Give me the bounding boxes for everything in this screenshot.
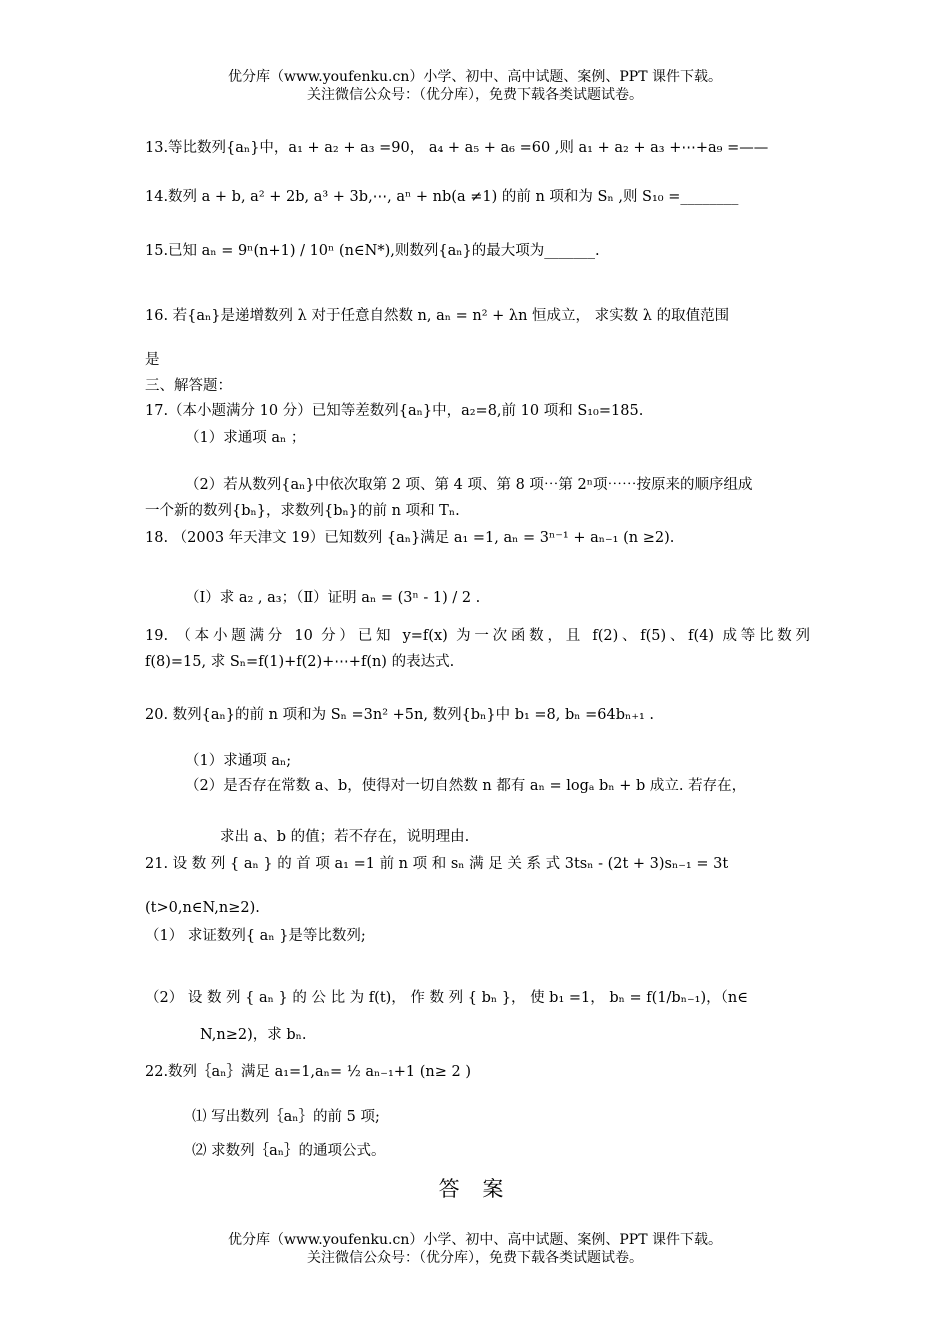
question-21-part-2-line-1: （2） 设 数 列 { aₙ } 的 公 比 为 f(t)， 作 数 列 { bₙ }， 使 b₁ =1， bₙ = f(1/bₙ₋₁)，（n∈ <box>145 990 748 1006</box>
page-header <box>0 68 950 104</box>
question-16-line-2: 是 <box>145 352 160 368</box>
question-13: 13.等比数列{aₙ}中，a₁ + a₂ + a₃ =90， a₄ + a₅ + a₆ =60 ,则 a₁ + a₂ + a₃ +⋯+a₉ =—— <box>145 140 769 156</box>
footer-line-2: 关注微信公众号：（优分库），免费下载各类试题试卷。 <box>307 1250 643 1266</box>
question-19-line-2: f(8)=15, 求 Sₙ=f(1)+f(2)+⋯+f(n) 的表达式. <box>145 654 455 670</box>
footer-line-1: 优分库（www.youfenku.cn）小学、初中、高中试题、案例、PPT 课件下载。 <box>227 1232 722 1248</box>
question-21-part-1: （1） 求证数列{ aₙ }是等比数列; <box>145 928 366 944</box>
question-21-line-1: 21. 设 数 列 { aₙ } 的 首 项 a₁ =1 前 n 项 和 sₙ 满 足 关 系 式 3tsₙ - (2t + 3)sₙ₋₁ = 3t <box>145 856 729 872</box>
question-20-part-2-line-1: （2）是否存在常数 a、b，使得对一切自然数 n 都有 aₙ = logₐ bₙ + b 成立. 若存在， <box>185 778 747 794</box>
header-line-2: 关注微信公众号：（优分库），免费下载各类试题试卷。 <box>307 87 643 103</box>
question-22-stem: 22.数列｛aₙ｝满足 a₁=1,aₙ= ½ aₙ₋₁+1 (n≥ 2 ) <box>145 1064 471 1080</box>
question-17-stem: 17.（本小题满分 10 分）已知等差数列{aₙ}中，a₂=8,前 10 项和 S₁₀=185. <box>145 403 644 419</box>
question-19-line-1: 19. （本小题满分 10 分）已知 y=f(x) 为一次函数，且 f(2)、f(5)、f(4) 成等比数列 <box>145 628 810 644</box>
page-footer <box>0 1231 950 1267</box>
answer-section-title: 答 案 <box>438 1177 512 1201</box>
section-3-heading: 三、解答题： <box>145 378 232 394</box>
question-17-part-2-line-1: （2）若从数列{aₙ}中依次取第 2 项、第 4 项、第 8 项⋯第 2ⁿ项⋯⋯按原来的顺序组成 <box>185 477 753 493</box>
question-20-part-2-line-2: 求出 a、b 的值；若不存在，说明理由. <box>220 829 470 845</box>
question-20-part-1: （1）求通项 aₙ; <box>185 753 292 769</box>
question-18-parts: （Ⅰ）求 a₂ , a₃；（Ⅱ）证明 aₙ = (3ⁿ - 1) / 2 . <box>185 590 481 606</box>
question-14: 14.数列 a + b, a² + 2b, a³ + 3b,⋯, aⁿ + nb(a ≠1) 的前 n 项和为 Sₙ ,则 S₁₀ =________ <box>145 189 739 205</box>
question-20-stem: 20. 数列{aₙ}的前 n 项和为 Sₙ =3n² +5n, 数列{bₙ}中 b₁ =8, bₙ =64bₙ₊₁ . <box>145 707 655 723</box>
question-22-part-2: ⑵ 求数列｛aₙ｝的通项公式。 <box>192 1143 386 1159</box>
question-21-part-2-line-2: N,n≥2)，求 bₙ. <box>200 1027 307 1043</box>
question-18-stem: 18. （2003 年天津文 19）已知数列 {aₙ}满足 a₁ =1, aₙ = 3ⁿ⁻¹ + aₙ₋₁ (n ≥2). <box>145 530 675 546</box>
header-line-1: 优分库（www.youfenku.cn）小学、初中、高中试题、案例、PPT 课件下载。 <box>227 69 722 85</box>
question-21-line-2: (t>0,n∈N,n≥2). <box>145 900 260 916</box>
question-22-part-1: ⑴ 写出数列｛aₙ｝的前 5 项; <box>192 1109 380 1125</box>
question-17-part-2-line-2: 一个新的数列{bₙ}，求数列{bₙ}的前 n 项和 Tₙ. <box>145 503 460 519</box>
question-15: 15.已知 aₙ = 9ⁿ(n+1) / 10ⁿ (n∈N*),则数列{aₙ}的最大项为_______. <box>145 243 600 259</box>
question-16-line-1: 16. 若{aₙ}是递增数列 λ 对于任意自然数 n, aₙ = n² + λn 恒成立， 求实数 λ 的取值范围 <box>145 308 730 324</box>
question-17-part-1: （1）求通项 aₙ ； <box>185 430 306 446</box>
